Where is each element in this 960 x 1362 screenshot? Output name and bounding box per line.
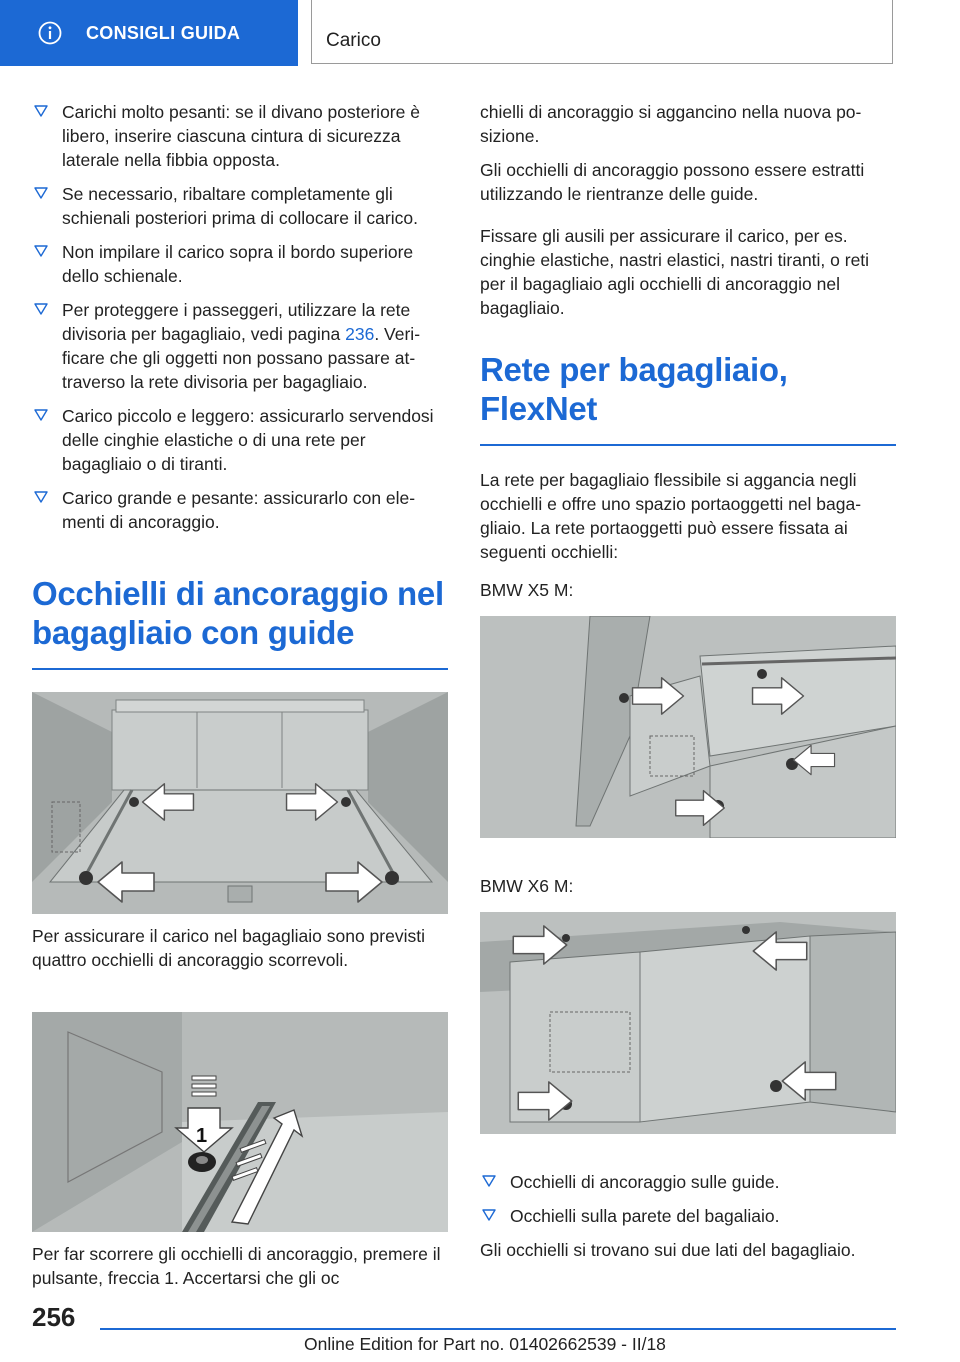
list-item: Carico piccolo e leggero: assicurarlo servendosi delle cinghie elastiche o di una rete per bagagliaio o di tiranti. <box>32 404 448 476</box>
section-title: Carico <box>326 30 381 51</box>
list-item: Se necessario, ribaltare completamente gli schienali posteriori prima di collocare il carico. <box>32 182 448 230</box>
footer-rule <box>100 1328 896 1330</box>
section-heading: Rete per bagagliaio, FlexNet <box>480 351 788 427</box>
heading-rule <box>480 444 896 446</box>
section-title-box <box>311 0 893 64</box>
page-header <box>0 0 960 66</box>
page-link[interactable]: 236 <box>345 324 375 344</box>
info-icon <box>38 21 62 45</box>
right-column <box>480 100 896 1262</box>
list-item: Per proteggere i passeggeri, utilizzare la rete divisoria per bagagliaio, vedi pagina 236. Verificare che gli oggetti non possano passare attraverso la rete divisoria per bagagliaio. <box>32 298 448 394</box>
list-item: Occhielli di ancoraggio sulle guide. <box>480 1170 896 1194</box>
edition-line: Online Edition for Part no. 01402662539 - II/18 <box>304 1334 666 1354</box>
x5m-cargo-illustration <box>480 616 896 838</box>
paragraph: Gli occhielli si trovano sui due lati del bagagliaio. <box>480 1239 856 1260</box>
triangle-bullet-icon <box>482 1174 496 1188</box>
list-item: Carichi molto pesanti: se il divano posteriore è libero, inserire ciascuna cintura di sicurezza laterale nella fibbia opposta. <box>32 100 448 172</box>
cargo-floor-illustration <box>32 692 448 914</box>
triangle-bullet-icon <box>482 1208 496 1222</box>
section-heading: Occhielli di ancoraggio nel bagagliaio con guide <box>32 575 444 651</box>
paragraph: La rete per bagagliaio flessibile si aggancia negli occhielli e offre uno spazio portaoggetti nel bagagliaio. La rete portaoggetti può essere fissata ai seguenti occhielli: <box>480 469 862 562</box>
list-item: Occhielli sulla parete del bagaliaio. <box>480 1204 896 1228</box>
heading-rule <box>32 668 448 670</box>
page-number: 256 <box>32 1302 76 1332</box>
paragraph: chielli di ancoraggio si aggancino nella nuova posizione. <box>480 102 862 146</box>
list-item: Non impilare il carico sopra il bordo superiore dello schienale. <box>32 240 448 288</box>
x6m-cargo-illustration <box>480 912 896 1134</box>
triangle-bullet-icon <box>34 408 48 422</box>
chapter-tab[interactable] <box>0 0 298 66</box>
model-label: BMW X5 M: <box>480 579 574 600</box>
list-item: Carico grande e pesante: assicurarlo con elementi di ancoraggio. <box>32 486 448 534</box>
triangle-bullet-icon <box>34 186 48 200</box>
model-label: BMW X6 M: <box>480 875 574 896</box>
rail-anchor-illustration <box>32 1012 448 1232</box>
chapter-label: CONSIGLI GUIDA <box>86 22 241 43</box>
figure-caption: Per far scorrere gli occhielli di ancoraggio, premere il pulsante, freccia 1. Accertarsi che gli oc <box>32 1243 441 1288</box>
triangle-bullet-icon <box>34 244 48 258</box>
triangle-bullet-icon <box>34 302 48 316</box>
left-column <box>32 100 448 1290</box>
paragraph: Fissare gli ausili per assicurare il carico, per es. cinghie elastiche, nastri elastici, nastri tiranti, o reti per il bagagliaio agli occhielli di ancoraggio nel bagagliaio. <box>480 226 870 318</box>
paragraph: Gli occhielli di ancoraggio possono essere estratti utilizzando le rientranze delle guide. <box>480 160 865 204</box>
triangle-bullet-icon <box>34 490 48 504</box>
figure-caption: Per assicurare il carico nel bagagliaio sono previsti quattro occhielli di ancoraggio scorrevoli. <box>32 925 425 970</box>
triangle-bullet-icon <box>34 104 48 118</box>
callout-number: 1 <box>196 1124 208 1147</box>
